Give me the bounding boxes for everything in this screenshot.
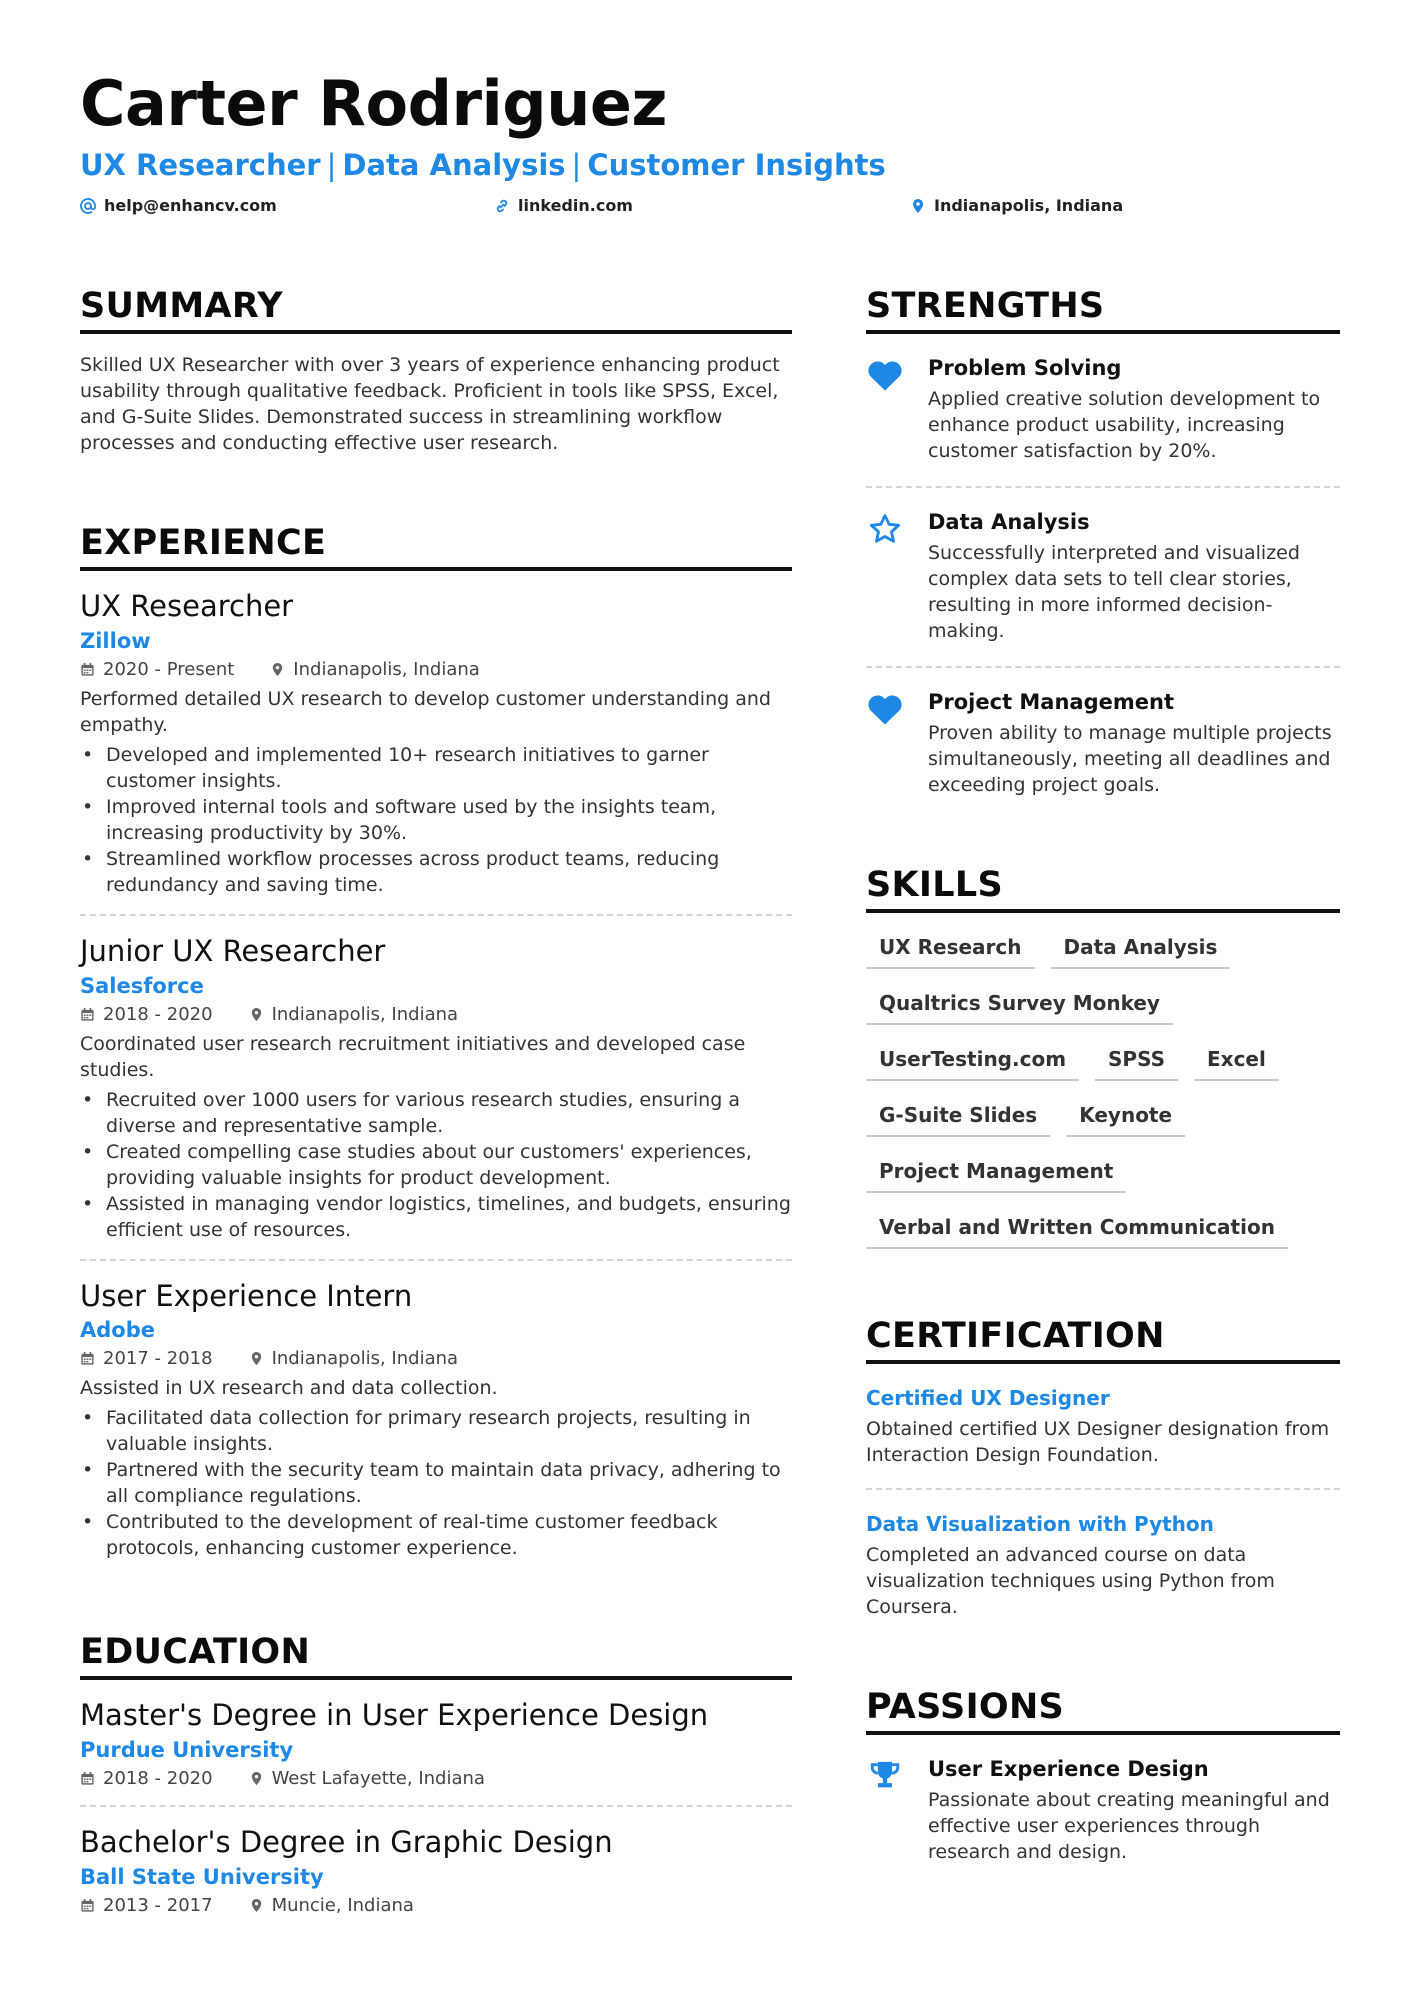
divider xyxy=(80,1259,792,1261)
company-name: Zillow xyxy=(80,628,151,653)
school-name: Purdue University xyxy=(80,1738,294,1763)
certification-title: Data Visualization with Python xyxy=(866,1512,1214,1536)
left-column xyxy=(80,285,792,1916)
certification-text: Obtained certified UX Designer designation from Interaction Design Foundation. xyxy=(866,1418,1330,1466)
bullet-item: • Created compelling case studies about our customers' experiences, providing valuable insights for product development. xyxy=(106,1139,792,1191)
location-text: Indianapolis, Indiana xyxy=(934,196,1124,215)
job-bullets xyxy=(80,1087,792,1243)
education-meta xyxy=(80,1895,792,1916)
bullet-item: • Recruited over 1000 users for various research studies, ensuring a diverse and representative sample. xyxy=(106,1087,792,1139)
job-location: Indianapolis, Indiana xyxy=(293,658,480,680)
at-icon xyxy=(80,198,96,214)
job-title: UX Researcher xyxy=(80,589,294,623)
divider xyxy=(866,1488,1340,1490)
right-column xyxy=(866,285,1340,1865)
candidate-name: Carter Rodriguez xyxy=(80,67,667,140)
heart-icon xyxy=(866,692,904,726)
location-pin-icon xyxy=(249,1898,264,1913)
trophy-icon xyxy=(866,1759,904,1793)
strength-text: Proven ability to manage multiple projects simultaneously, meeting all deadlines and exceeding project goals. xyxy=(928,722,1332,796)
certification-item xyxy=(866,1386,1340,1468)
bullet-item: • Partnered with the security team to maintain data privacy, adhering to all compliance regulations. xyxy=(106,1457,792,1509)
contact-linkedin[interactable] xyxy=(494,196,633,215)
location-pin-icon xyxy=(270,662,285,677)
headline xyxy=(80,148,886,182)
degree-title: Bachelor's Degree in Graphic Design xyxy=(80,1825,613,1860)
bullet-item: • Improved internal tools and software used by the insights team, increasing productivity by 30%. xyxy=(106,794,792,846)
job-meta xyxy=(80,1348,792,1369)
strength-title: Project Management xyxy=(928,690,1174,714)
calendar-icon xyxy=(80,1007,95,1022)
skill-tag: Verbal and Written Communication xyxy=(866,1211,1288,1249)
calendar-icon xyxy=(80,1771,95,1786)
skill-tag: SPSS xyxy=(1095,1043,1178,1081)
divider xyxy=(80,914,792,916)
job-description: Coordinated user research recruitment initiatives and developed case studies. xyxy=(80,1032,746,1081)
strength-item xyxy=(866,690,1340,798)
summary-heading: SUMMARY xyxy=(80,285,792,334)
divider xyxy=(866,666,1340,668)
divider xyxy=(866,486,1340,488)
job-dates: 2017 - 2018 xyxy=(103,1348,213,1370)
strength-item xyxy=(866,356,1340,464)
passion-item xyxy=(866,1757,1340,1865)
divider xyxy=(80,1805,792,1807)
education-entry xyxy=(80,1698,792,1807)
job-meta xyxy=(80,1004,792,1025)
headline-separator: | xyxy=(326,148,337,182)
bullet-item: • Facilitated data collection for primary research projects, resulting in valuable insights. xyxy=(106,1405,792,1457)
strength-item xyxy=(866,510,1340,644)
school-name: Ball State University xyxy=(80,1864,324,1889)
job-location: Indianapolis, Indiana xyxy=(271,1003,459,1025)
skill-tag: G-Suite Slides xyxy=(866,1099,1050,1137)
certification-heading: CERTIFICATION xyxy=(866,1315,1340,1364)
skill-tag: Excel xyxy=(1194,1043,1279,1081)
experience-entry xyxy=(80,1279,792,1562)
calendar-icon xyxy=(80,662,95,677)
degree-title: Master's Degree in User Experience Design xyxy=(80,1698,709,1733)
job-title: Junior UX Researcher xyxy=(80,933,386,968)
location-pin-icon xyxy=(249,1771,264,1786)
experience-heading: EXPERIENCE xyxy=(80,522,792,571)
education-location: Muncie, Indiana xyxy=(271,1894,414,1916)
strength-text: Applied creative solution development to enhance product usability, increasing customer satisfaction by 20%. xyxy=(928,388,1321,462)
contact-location xyxy=(910,196,1123,215)
headline-separator: | xyxy=(571,148,582,182)
skill-tag: Qualtrics Survey Monkey xyxy=(866,987,1173,1025)
strength-title: Problem Solving xyxy=(928,356,1122,380)
job-meta xyxy=(80,659,792,680)
job-bullets xyxy=(80,1405,792,1561)
headline-item: Customer Insights xyxy=(587,148,886,182)
passion-text: Passionate about creating meaningful and effective user experiences through research and design. xyxy=(928,1789,1330,1863)
strengths-heading: STRENGTHS xyxy=(866,285,1340,334)
skill-tag: Project Management xyxy=(866,1155,1126,1193)
email-text[interactable]: help@enhancv.com xyxy=(104,196,277,215)
certification-title: Certified UX Designer xyxy=(866,1386,1110,1410)
job-bullets xyxy=(80,742,792,898)
contact-email[interactable] xyxy=(80,196,277,215)
summary-text: Skilled UX Researcher with over 3 years of experience enhancing product usability through qualitative feedback. Proficient in tools like SPSS, Excel, and G-Suite Slides. Demonstrated success in streamlining workflow processes and conducting effective user research. xyxy=(80,354,780,454)
job-title: User Experience Intern xyxy=(80,1278,413,1313)
location-pin-icon xyxy=(249,1007,264,1022)
heart-icon xyxy=(866,358,904,392)
certification-item xyxy=(866,1512,1340,1620)
skill-tag: Keynote xyxy=(1066,1099,1185,1137)
certification-text: Completed an advanced course on data visualization techniques using Python from Coursera. xyxy=(866,1544,1275,1618)
job-dates: 2020 - Present xyxy=(103,658,235,680)
experience-entry xyxy=(80,589,792,916)
education-dates: 2013 - 2017 xyxy=(103,1894,213,1916)
company-name: Adobe xyxy=(80,1318,155,1343)
calendar-icon xyxy=(80,1351,95,1366)
job-description: Assisted in UX research and data collection. xyxy=(80,1377,498,1400)
strength-title: Data Analysis xyxy=(928,510,1090,534)
calendar-icon xyxy=(80,1898,95,1913)
location-pin-icon xyxy=(910,198,926,214)
strength-text: Successfully interpreted and visualized complex data sets to tell clear stories, resulting in more informed decision-making. xyxy=(928,542,1300,642)
skill-tag: UserTesting.com xyxy=(866,1043,1079,1081)
skills-heading: SKILLS xyxy=(866,864,1340,913)
education-heading: EDUCATION xyxy=(80,1631,792,1680)
education-entry xyxy=(80,1825,792,1916)
headline-item: UX Researcher xyxy=(80,148,321,182)
bullet-item: • Assisted in managing vendor logistics, timelines, and budgets, ensuring efficient use of resources. xyxy=(106,1191,792,1243)
bullet-item: • Streamlined workflow processes across product teams, reducing redundancy and saving time. xyxy=(106,846,792,898)
experience-entry xyxy=(80,934,792,1261)
skill-tag: UX Research xyxy=(866,931,1035,969)
passion-title: User Experience Design xyxy=(928,1757,1209,1781)
job-location: Indianapolis, Indiana xyxy=(271,1348,459,1370)
bullet-item: • Developed and implemented 10+ research initiatives to garner customer insights. xyxy=(106,742,792,794)
headline-item: Data Analysis xyxy=(342,148,566,182)
job-description: Performed detailed UX research to develop customer understanding and empathy. xyxy=(80,687,771,736)
star-icon xyxy=(866,512,904,546)
link-icon xyxy=(494,198,510,214)
skills-list xyxy=(866,931,1340,1249)
company-name: Salesforce xyxy=(80,973,204,998)
location-pin-icon xyxy=(249,1351,264,1366)
passions-heading: PASSIONS xyxy=(866,1686,1340,1735)
education-meta xyxy=(80,1768,792,1789)
bullet-item: • Contributed to the development of real-time customer feedback protocols, enhancing customer experience. xyxy=(106,1509,792,1561)
education-dates: 2018 - 2020 xyxy=(103,1768,213,1790)
linkedin-text[interactable]: linkedin.com xyxy=(518,196,633,215)
job-dates: 2018 - 2020 xyxy=(103,1003,213,1025)
skill-tag: Data Analysis xyxy=(1051,931,1231,969)
education-location: West Lafayette, Indiana xyxy=(271,1768,485,1790)
